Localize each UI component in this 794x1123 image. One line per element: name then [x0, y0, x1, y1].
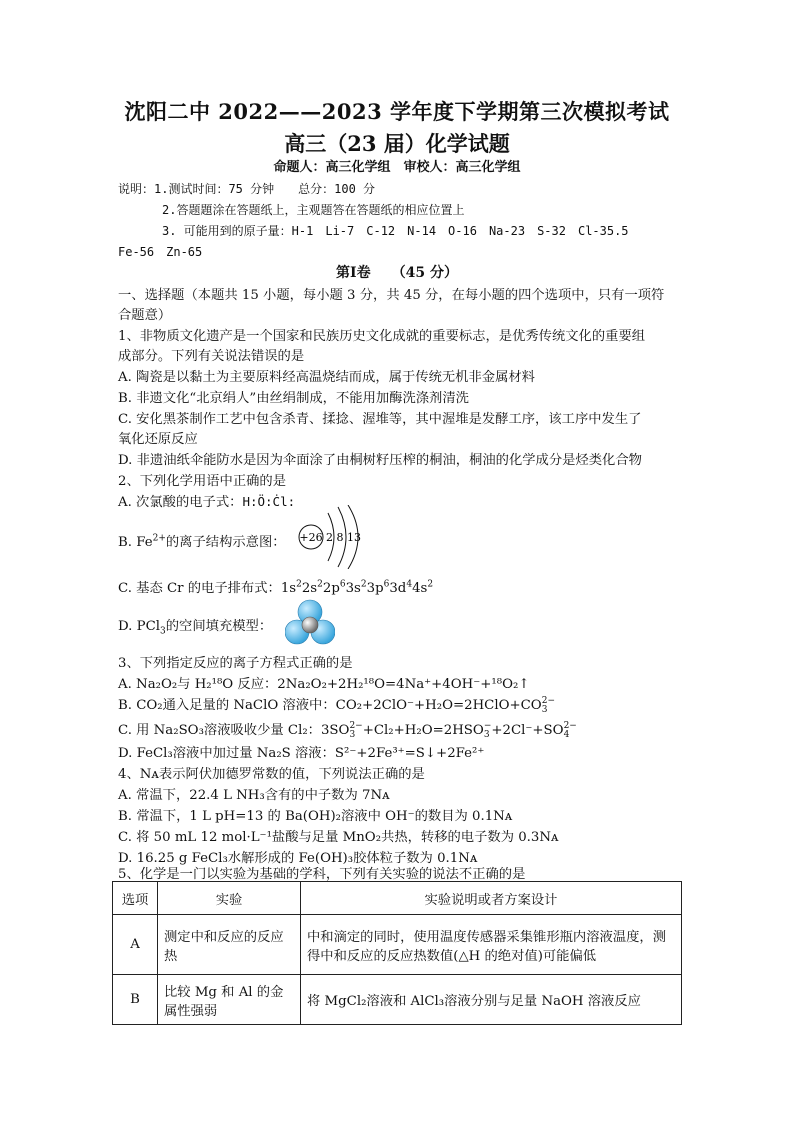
q4-option-a: A. 常温下，22.4 L NH₃含有的中子数为 7Nᴀ [118, 788, 390, 803]
exam-makers: 命题人：高三化学组 审校人：高三化学组 [273, 160, 521, 175]
q1-stem-2: 成部分。下列有关说法错误的是 [118, 349, 305, 364]
q2-option-d [118, 615, 273, 637]
exam-subtitle: 高三（23 届）化学试题 [284, 131, 510, 156]
sulfate-charge: 2− 4 [563, 720, 577, 740]
header-description: 实验说明或者方案设计 [301, 882, 682, 915]
q3-option-c [118, 719, 577, 740]
q2-stem: 2、下列化学用语中正确的是 [118, 474, 287, 489]
exam-title: 沈阳二中 2022——2023 学年度下学期第三次模拟考试 [124, 99, 670, 124]
q3-option-b [118, 694, 555, 715]
section-1-line-2: 合题意） [118, 308, 172, 323]
q5-stem: 5、化学是一门以实验为基础的学科，下列有关实验的说法不正确的是 [118, 867, 526, 882]
q1-option-a: A. 陶瓷是以黏土为主要原料经高温烧结而成，属于传统无机非金属材料 [118, 370, 535, 385]
note-line-3: 3. 可能用到的原子量：H-1 Li-7 C-12 N-14 O-16 Na-23 S-32 Cl-35.5 [162, 224, 629, 238]
q4-stem: 4、Nᴀ表示阿伏加德罗常数的值，下列说法正确的是 [118, 767, 425, 782]
header-option: 选项 [113, 882, 158, 915]
q3-option-c-text-2: +Cl₂+H₂O=2HSO [362, 723, 484, 738]
carbonate-charge: 2− 3 [541, 695, 555, 715]
row-b-experiment: 比较 Mg 和 Al 的金属性强弱 [158, 975, 301, 1025]
q1-option-c-2: 氧化还原反应 [118, 432, 198, 447]
header-experiment: 实验 [158, 882, 301, 915]
q2-option-b-label: B. [118, 535, 132, 550]
q3-option-a: A. Na₂O₂与 H₂¹⁸O 反应：2Na₂O₂+2H₂¹⁸O=4Na⁺+4OH⁻+¹⁸O₂↑ [118, 677, 530, 692]
shell-electron-counts: 2 8 13 [326, 531, 361, 544]
note-line-1: 说明：1.测试时间：75 分钟 总分：100 分 [118, 182, 376, 196]
q2-option-d-label: D. [118, 619, 133, 634]
q1-option-d: D. 非遗油纸伞能防水是因为伞面涂了由桐树籽压榨的桐油，桐油的化学成分是烃类化合物 [118, 453, 642, 468]
table-row [113, 915, 682, 975]
fe-ion-charge: 2+ [152, 533, 166, 544]
bisulfite-charge: − 3 [483, 720, 492, 740]
table-row [113, 975, 682, 1025]
q1-stem-1: 1、非物质文化遗产是一个国家和民族历史文化成就的重要标志，是优秀传统文化的重要组 [118, 329, 646, 344]
q2-option-b-text: 的离子结构示意图： [165, 535, 286, 550]
row-a-experiment: 测定中和反应的反应热 [158, 915, 301, 975]
cr-electron-configuration: $1s^22s^22p^63s^23p^63d^44s^2$ [280, 579, 434, 596]
q4-option-d: D. 16.25 g FeCl₃水解形成的 Fe(OH)₃胶体粒子数为 0.1Nᴀ [118, 851, 478, 866]
pcl3-formula: PCl$_3$ [136, 619, 166, 637]
row-b-description: 将 MgCl₂溶液和 AlCl₃溶液分别与足量 NaOH 溶液反应 [301, 975, 682, 1025]
q3-option-c-text-1: C. 用 Na₂SO₃溶液吸收少量 Cl₂：3SO [118, 723, 350, 738]
q2-option-b [118, 531, 286, 550]
nucleus-charge: +26 [299, 531, 323, 544]
fe-ion-structure-diagram [298, 505, 378, 569]
row-a-option: A [113, 915, 158, 975]
q5-experiment-table [112, 881, 682, 1025]
table-header-row [113, 882, 682, 915]
p-atom-center [302, 617, 318, 633]
sulfite-charge: 2− 3 [349, 720, 363, 740]
section-1-line-1: 一、选择题（本题共 15 小题，每小题 3 分，共 45 分，在每小题的四个选项中，只有一项符 [118, 288, 665, 303]
q2-option-c [118, 577, 433, 596]
q2-option-d-text: 的空间填充模型： [165, 619, 273, 634]
q3-option-b-text: B. CO₂通入足量的 NaClO 溶液中：CO₂+2ClO⁻+H₂O=2HClO+CO [118, 698, 542, 713]
note-line-2: 2.答题題涂在答题纸上，主观题答在答题纸的相应位置上 [162, 203, 465, 217]
fe-ion-symbol: Fe [136, 535, 153, 550]
q1-option-c-1: C. 安化黑茶制作工艺中包含杀青、揉捻、渥堆等，其中渥堆是发酵工序，该工序中发生了 [118, 412, 642, 427]
q4-option-c: C. 将 50 mL 12 mol·L⁻¹盐酸与足量 MnO₂共热，转移的电子数为 0.3Nᴀ [118, 830, 559, 845]
pcl3-space-filling-model [285, 599, 335, 647]
q2-option-a [118, 491, 295, 510]
q2-option-a-label: A. 次氯酸的电子式： [118, 495, 243, 510]
q3-stem: 3、下列指定反应的离子方程式正确的是 [118, 656, 353, 671]
q2-option-c-label: C. 基态 Cr 的电子排布式： [118, 581, 281, 596]
part-heading: 第Ⅰ卷 （45 分） [336, 265, 458, 281]
q3-option-d: D. FeCl₃溶液中加过量 Na₂S 溶液：S²⁻+2Fe³⁺=S↓+2Fe²⁺ [118, 746, 485, 761]
q1-option-b: B. 非遗文化“北京绢人”由丝绢制成，不能用加酶洗涤剂清洗 [118, 391, 469, 406]
note-line-4: Fe-56 Zn-65 [118, 245, 203, 259]
q3-option-c-text-3: +2Cl⁻+SO [491, 723, 564, 738]
row-a-description: 中和滴定的同时，使用温度传感器采集锥形瓶内溶液温度，测得中和反应的反应热数值(△H 的绝对值)可能偏低 [301, 915, 682, 975]
hocl-electron-formula: H:Ö:Ċl: [242, 494, 296, 509]
row-b-option: B [113, 975, 158, 1025]
q4-option-b: B. 常温下，1 L pH=13 的 Ba(OH)₂溶液中 OH⁻的数目为 0.1Nᴀ [118, 809, 513, 824]
